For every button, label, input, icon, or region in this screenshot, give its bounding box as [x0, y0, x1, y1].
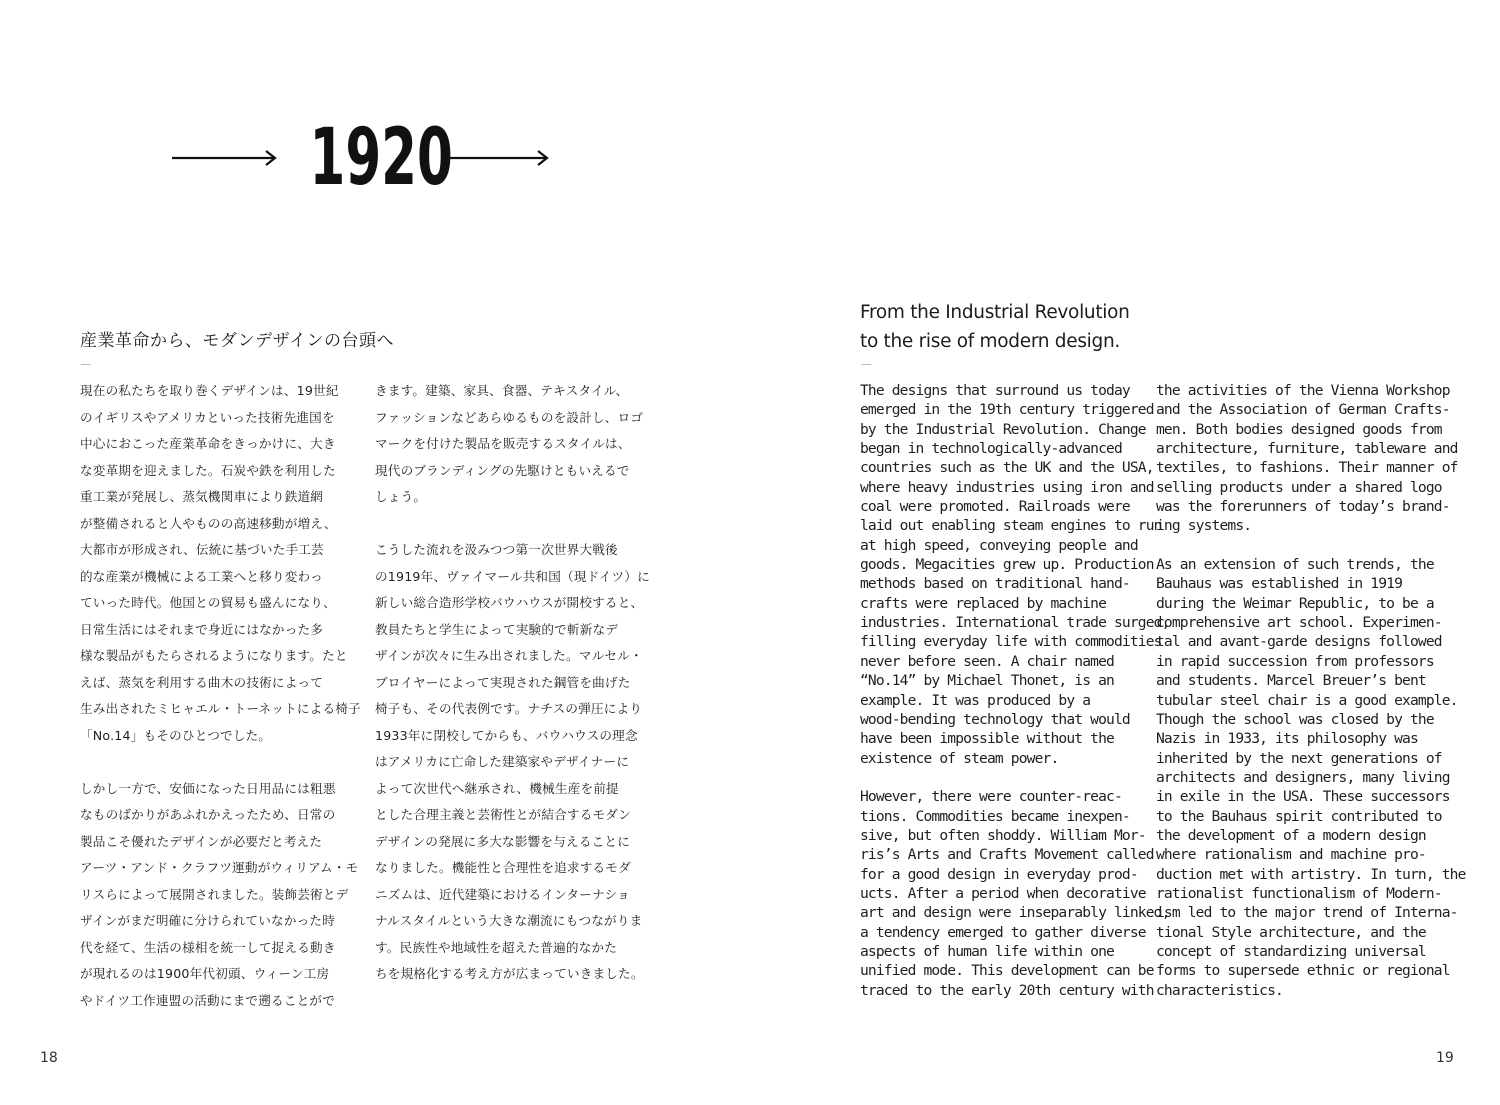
text-line: by the Industrial Revolution. Change: [860, 420, 1146, 438]
text-line: ていった時代。他国との貿易も盛んになり、: [80, 595, 336, 610]
text-line: However, there were counter-reac-: [860, 788, 1122, 806]
text-line: tional Style architecture, and the: [1156, 923, 1426, 941]
paragraph: [1156, 381, 1458, 536]
paragraph: [375, 537, 653, 988]
text-line: and the Association of German Crafts-: [1156, 401, 1450, 419]
text-line: art and design were inseparably linked,: [860, 904, 1170, 922]
text-line: goods. Megacities grew up. Production: [860, 556, 1154, 574]
text-line: きます。建築、家具、食器、テキスタイル、: [375, 383, 629, 398]
text-line: しょう。: [375, 489, 427, 504]
text-line: rationalist functionalism of Modern-: [1156, 884, 1442, 902]
text-line: 重工業が発展し、蒸気機関車により鉄道網: [80, 489, 324, 504]
section-heading-en: [860, 298, 1130, 356]
text-line: デザインの発展に多大な影響を与えることに: [375, 833, 630, 849]
text-line: unified mode. This development can be: [860, 962, 1154, 980]
text-line: during the Weimar Republic, to be a: [1156, 594, 1434, 612]
text-line: 様な製品がもたらされるようになります。たと: [80, 648, 348, 663]
arrow-right-icon: [440, 148, 550, 168]
year-title: 1920: [309, 113, 453, 203]
text-line: where rationalism and machine pro-: [1156, 846, 1426, 864]
text-line: の1919年、ヴァイマール共和国（現ドイツ）に: [375, 568, 650, 584]
text-line: 中心におこった産業革命をきっかけに、大き: [80, 436, 336, 451]
paragraph: [80, 378, 361, 749]
text-line: ザインが次々に生み出されました。マルセル・: [375, 648, 643, 663]
text-line: architects and designers, many living: [1156, 768, 1450, 786]
paragraph: [860, 381, 1170, 768]
text-line: filling everyday life with commodities: [860, 633, 1162, 651]
text-line: at high speed, conveying people and: [860, 536, 1138, 554]
text-line: industries. International trade surged,: [860, 614, 1170, 632]
arrow-right-icon: [172, 148, 278, 168]
text-line: 日常生活にはそれまで身近にはなかった多: [80, 621, 324, 637]
text-line: えば、蒸気を利用する曲木の技術によって: [80, 674, 324, 690]
text-line: 的な産業が機械による工業へと移り変わっ: [80, 568, 323, 584]
text-line: やドイツ工作連盟の活動にまで遡ることがで: [80, 992, 335, 1008]
text-line: in exile in the USA. These successors: [1156, 788, 1450, 806]
text-line: emerged in the 19th century triggered: [860, 401, 1154, 419]
text-line: countries such as the UK and the USA,: [860, 459, 1154, 477]
text-line: な変革期を迎えました。石炭や鉄を利用した: [80, 462, 336, 478]
text-line: concept of standardizing universal: [1156, 942, 1426, 960]
paragraph: [80, 776, 358, 1015]
text-line: where heavy industries using iron and: [860, 478, 1154, 496]
text-line: 大都市が形成され、伝統に基づいた手工芸: [80, 542, 324, 557]
text-line: こうした流れを汲みつつ第一次世界大戦後: [375, 542, 618, 557]
paragraph: [375, 378, 653, 511]
text-line: tions. Commodities became inexpen-: [860, 807, 1130, 825]
text-line: が整備されると人やものの高速移動が増え、: [80, 515, 337, 531]
text-line: なりました。機能性と合理性を追求するモダ: [375, 860, 631, 875]
text-line: ism led to the major trend of Interna-: [1156, 904, 1458, 922]
text-line: 1933年に閉校してからも、バウハウスの理念: [375, 727, 638, 743]
year-header: [172, 108, 550, 208]
text-line: が現れるのは1900年代初頭、ウィーン工房: [80, 966, 330, 981]
text-line: the activities of the Vienna Workshop: [1156, 382, 1450, 399]
text-line: す。民族性や地域性を超えた普遍的なかた: [375, 939, 618, 955]
text-line: in rapid succession from professors: [1156, 652, 1434, 670]
right-page: [750, 0, 1500, 1105]
text-line: マークを付けた製品を販売するスタイルは、: [375, 436, 631, 451]
text-line: ちを規格化する考え方が広まっていきました。: [375, 966, 644, 981]
text-line: the development of a modern design: [1156, 826, 1426, 844]
text-line: リスらによって展開されました。装飾芸術とデ: [80, 886, 349, 902]
text-line: Though the school was closed by the: [1156, 710, 1434, 728]
body-column-en-1: [860, 381, 1170, 1000]
text-line: ris’s Arts and Crafts Movement called: [860, 846, 1154, 864]
text-line: 現在の私たちを取り巻くデザインは、19世紀: [80, 383, 339, 398]
text-line: selling products under a shared logo: [1156, 478, 1442, 496]
text-line: tubular steel chair is a good example.: [1156, 691, 1458, 709]
text-line: ファッションなどあらゆるものを設計し、ロゴ: [375, 409, 644, 425]
text-line: laid out enabling steam engines to run: [860, 517, 1162, 535]
text-line: crafts were replaced by machine: [860, 594, 1107, 612]
text-line: began in technologically-advanced: [860, 440, 1122, 458]
text-line: ing systems.: [1156, 517, 1252, 535]
text-line: アーツ・アンド・クラフツ運動がウィリアム・モ: [80, 860, 359, 875]
paragraph: [1156, 555, 1466, 1000]
text-line: aspects of human life within one: [860, 942, 1114, 960]
text-line: ucts. After a period when decorative: [860, 884, 1146, 902]
text-line: a tendency emerged to gather diverse: [860, 923, 1146, 941]
text-line: inherited by the next generations of: [1156, 749, 1442, 767]
heading-divider: [861, 364, 871, 365]
text-line: ザインがまだ明確に分けられていなかった時: [80, 913, 335, 928]
text-line: men. Both bodies designed goods from: [1156, 420, 1442, 438]
text-line: 椅子も、その代表例です。ナチスの弾圧により: [375, 701, 643, 716]
body-column-jp-1: [80, 378, 361, 1014]
text-line: The designs that surround us today: [860, 382, 1130, 399]
section-heading-jp: 産業革命から、モダンデザインの台頭へ: [80, 331, 394, 351]
text-line: なものばかりがあふれかえったため、日常の: [80, 807, 336, 822]
text-line: was the forerunners of today’s brand-: [1156, 498, 1450, 516]
heading-line: From the Industrial Revolution: [860, 302, 1130, 323]
body-column-jp-2: [375, 378, 653, 988]
text-line: 現代のブランディングの先駆けともいえるで: [375, 462, 630, 478]
text-line: traced to the early 20th century with: [860, 981, 1154, 999]
text-line: ナルスタイルという大きな潮流にもつながりま: [375, 913, 643, 928]
text-line: sive, but often shoddy. William Mor-: [860, 826, 1146, 844]
text-line: Bauhaus was established in 1919: [1156, 575, 1403, 593]
text-line: existence of steam power.: [860, 749, 1059, 767]
text-line: tal and avant-garde designs followed: [1156, 633, 1442, 651]
text-line: ニズムは、近代建築におけるインターナショ: [375, 886, 630, 902]
text-line: to the Bauhaus spirit contributed to: [1156, 807, 1442, 825]
text-line: methods based on traditional hand-: [860, 575, 1130, 593]
text-line: never before seen. A chair named: [860, 652, 1114, 670]
text-line: 製品こそ優れたデザインが必要だと考えた: [80, 833, 323, 849]
paragraph: [860, 787, 1170, 1000]
text-line: example. It was produced by a: [860, 691, 1091, 709]
text-line: しかし一方で、安価になった日用品には粗悪: [80, 780, 336, 796]
text-line: forms to supersede ethnic or regional: [1156, 962, 1450, 980]
text-line: よって次世代へ継承され、機械生産を前提: [375, 780, 619, 796]
text-line: のイギリスやアメリカといった技術先進国を: [80, 409, 335, 425]
text-line: ブロイヤーによって実現された鋼管を曲げた: [375, 674, 631, 690]
text-line: and students. Marcel Breuer’s bent: [1156, 672, 1426, 690]
text-line: architecture, furniture, tableware and: [1156, 440, 1458, 458]
text-line: coal were promoted. Railroads were: [860, 498, 1130, 516]
text-line: はアメリカに亡命した建築家やデザイナーに: [375, 754, 630, 769]
text-line: for a good design in everyday prod-: [860, 865, 1138, 883]
text-line: 生み出されたミヒャエル・トーネットによる椅子: [80, 701, 361, 716]
text-line: とした合理主義と芸術性とが結合するモダン: [375, 807, 632, 822]
page-number: 19: [1436, 1050, 1454, 1066]
text-line: have been impossible without the: [860, 730, 1114, 748]
text-line: 教員たちと学生によって実験的で斬新なデ: [375, 621, 619, 637]
text-line: comprehensive art school. Experimen-: [1156, 614, 1442, 632]
text-line: “No.14” by Michael Thonet, is an: [860, 672, 1114, 690]
text-line: 代を経て、生活の様相を統一して捉える動き: [80, 939, 336, 955]
text-line: Nazis in 1933, its philosophy was: [1156, 730, 1418, 748]
text-line: characteristics.: [1156, 981, 1283, 999]
text-line: 新しい総合造形学校バウハウスが開校すると、: [375, 595, 644, 610]
body-column-en-2: [1156, 381, 1466, 1000]
text-line: wood-bending technology that would: [860, 710, 1130, 728]
text-line: As an extension of such trends, the: [1156, 556, 1434, 574]
text-line: textiles, to fashions. Their manner of: [1156, 459, 1458, 477]
page-number: 18: [40, 1050, 58, 1066]
heading-divider: [81, 364, 91, 365]
text-line: duction met with artistry. In turn, the: [1156, 865, 1466, 883]
heading-line: to the rise of modern design.: [860, 331, 1120, 352]
text-line: 「No.14」もそのひとつでした。: [80, 727, 272, 743]
